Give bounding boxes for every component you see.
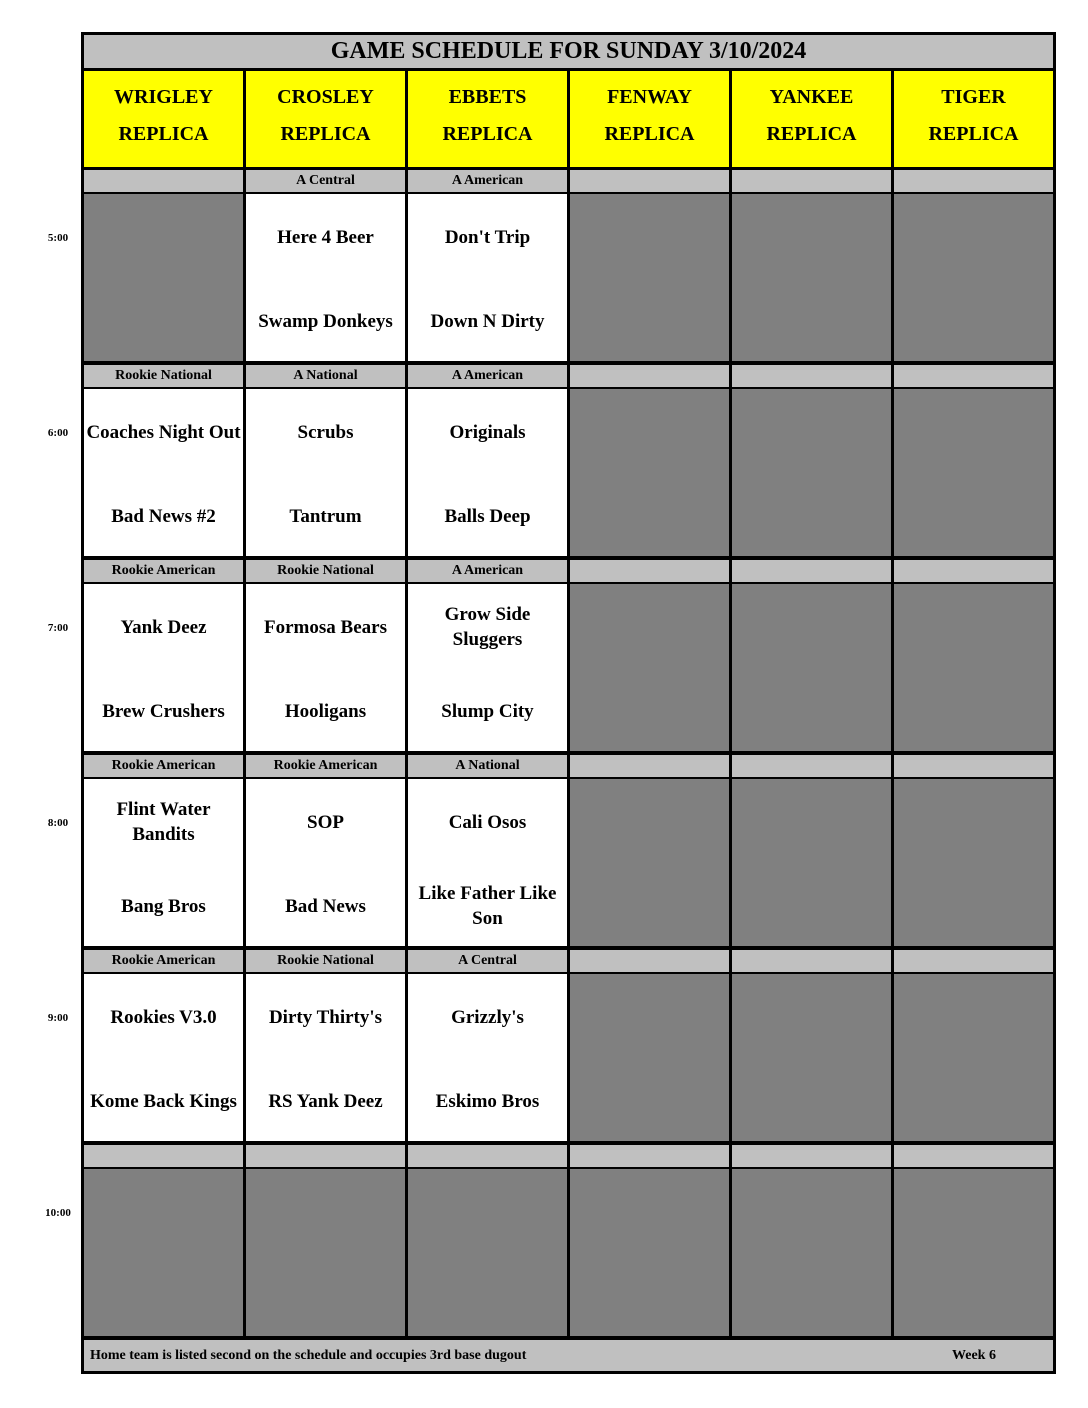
division-label: A Central (408, 950, 567, 972)
empty-slot (570, 1169, 729, 1336)
division-label: Rookie American (84, 560, 243, 582)
time-label: 6:00 (47, 427, 69, 439)
week-label: Week 6 (952, 1347, 996, 1363)
empty-slot (894, 194, 1053, 361)
venue-header (732, 71, 891, 167)
venue-subtitle: REPLICA (280, 123, 371, 145)
division-label (732, 1145, 891, 1167)
away-team: Dirty Thirty's (268, 1006, 383, 1028)
division-label (84, 1145, 243, 1167)
division-label (246, 1145, 405, 1167)
empty-slot (570, 974, 729, 1141)
time-label: 10:00 (45, 1207, 71, 1219)
home-team: Brew Crushers (102, 700, 225, 722)
venue-name: EBBETS (448, 86, 527, 108)
home-team: Eskimo Bros (435, 1090, 540, 1112)
division-label (894, 1145, 1053, 1167)
venue-subtitle: REPLICA (604, 123, 695, 145)
venue-subtitle: REPLICA (442, 123, 533, 145)
division-label (570, 170, 729, 192)
game-cell (408, 779, 567, 946)
division-label (570, 560, 729, 582)
venue-name: FENWAY (607, 86, 692, 108)
venue-header (246, 71, 405, 167)
division-label: A Central (246, 170, 405, 192)
division-label: Rookie National (246, 560, 405, 582)
division-label: A National (408, 755, 567, 777)
division-label (894, 950, 1053, 972)
empty-slot (570, 389, 729, 556)
division-label (570, 365, 729, 387)
game-cell (246, 974, 405, 1141)
division-label (732, 560, 891, 582)
empty-slot (570, 779, 729, 946)
empty-slot (732, 584, 891, 751)
division-label (732, 170, 891, 192)
away-team: Don't Trip (444, 226, 531, 248)
venue-header (408, 71, 567, 167)
division-label: A American (408, 365, 567, 387)
empty-slot (732, 779, 891, 946)
away-team: Yank Deez (120, 616, 207, 638)
division-label (732, 950, 891, 972)
division-label (732, 755, 891, 777)
empty-slot (246, 1169, 405, 1336)
division-label (732, 365, 891, 387)
footer-note: Home team is listed second on the schedule and occupies 3rd base dugout (90, 1347, 527, 1363)
division-label: Rookie American (84, 950, 243, 972)
game-cell (84, 974, 243, 1141)
game-cell (246, 779, 405, 946)
venue-header (570, 71, 729, 167)
game-cell (408, 584, 567, 751)
empty-slot (894, 389, 1053, 556)
home-team: Tantrum (289, 505, 362, 527)
game-cell (408, 389, 567, 556)
empty-slot (570, 194, 729, 361)
division-label: Rookie American (84, 755, 243, 777)
home-team: Hooligans (284, 700, 367, 722)
empty-slot (732, 389, 891, 556)
away-team: Scrubs (297, 421, 354, 443)
division-label: A American (408, 560, 567, 582)
empty-slot (84, 194, 243, 361)
game-cell (246, 584, 405, 751)
game-cell (246, 389, 405, 556)
empty-slot (408, 1169, 567, 1336)
division-label (894, 755, 1053, 777)
empty-slot (732, 974, 891, 1141)
away-team: Flint Water Bandits (116, 799, 211, 845)
time-label: 8:00 (47, 817, 69, 829)
venue-name: TIGER (941, 86, 1006, 108)
division-label: Rookie American (246, 755, 405, 777)
time-label: 9:00 (47, 1012, 69, 1024)
game-cell (84, 779, 243, 946)
empty-slot (732, 1169, 891, 1336)
time-label: 7:00 (47, 622, 69, 634)
home-team: Bad News (285, 895, 366, 917)
home-team: Kome Back Kings (90, 1090, 237, 1112)
division-label: Rookie National (84, 365, 243, 387)
home-team: Swamp Donkeys (258, 310, 393, 332)
footer-bar (84, 1340, 1053, 1371)
division-label (408, 1145, 567, 1167)
empty-slot (894, 974, 1053, 1141)
venue-name: WRIGLEY (114, 86, 213, 108)
away-team: Coaches Night Out (86, 421, 241, 443)
away-team: Grizzly's (451, 1006, 524, 1028)
empty-slot (732, 194, 891, 361)
empty-slot (894, 1169, 1053, 1336)
division-label (894, 560, 1053, 582)
home-team: Bang Bros (121, 895, 206, 917)
venue-header (84, 71, 243, 167)
game-cell (84, 584, 243, 751)
game-cell (246, 194, 405, 361)
away-team: Cali Osos (448, 811, 527, 833)
venue-subtitle: REPLICA (766, 123, 857, 145)
venue-name: CROSLEY (277, 86, 374, 108)
home-team: RS Yank Deez (268, 1090, 383, 1112)
empty-slot (894, 584, 1053, 751)
away-team: Originals (449, 421, 526, 443)
division-label: A American (408, 170, 567, 192)
time-label: 5:00 (47, 232, 69, 244)
venue-name: YANKEE (769, 86, 854, 108)
home-team: Balls Deep (444, 505, 531, 527)
empty-slot (84, 1169, 243, 1336)
division-label (894, 170, 1053, 192)
game-cell (84, 389, 243, 556)
division-label (570, 1145, 729, 1167)
away-team: Rookies V3.0 (110, 1006, 217, 1028)
venue-subtitle: REPLICA (118, 123, 209, 145)
away-team: Formosa Bears (264, 616, 387, 638)
away-team: Grow Side Sluggers (444, 604, 531, 650)
page-title: GAME SCHEDULE FOR SUNDAY 3/10/2024 (84, 35, 1053, 68)
division-label: A National (246, 365, 405, 387)
venue-subtitle: REPLICA (928, 123, 1019, 145)
home-team: Slump City (441, 700, 534, 722)
home-team: Bad News #2 (111, 505, 216, 527)
division-label (894, 365, 1053, 387)
empty-slot (894, 779, 1053, 946)
venue-header (894, 71, 1053, 167)
game-cell (408, 194, 567, 361)
schedule-table (81, 32, 1056, 1374)
game-cell (408, 974, 567, 1141)
away-team: Here 4 Beer (277, 226, 374, 248)
division-label (570, 950, 729, 972)
division-label (84, 170, 243, 192)
division-label: Rookie National (246, 950, 405, 972)
away-team: SOP (307, 811, 344, 833)
division-label (570, 755, 729, 777)
empty-slot (570, 584, 729, 751)
home-team: Like Father Like Son (418, 883, 557, 929)
home-team: Down N Dirty (430, 310, 545, 332)
